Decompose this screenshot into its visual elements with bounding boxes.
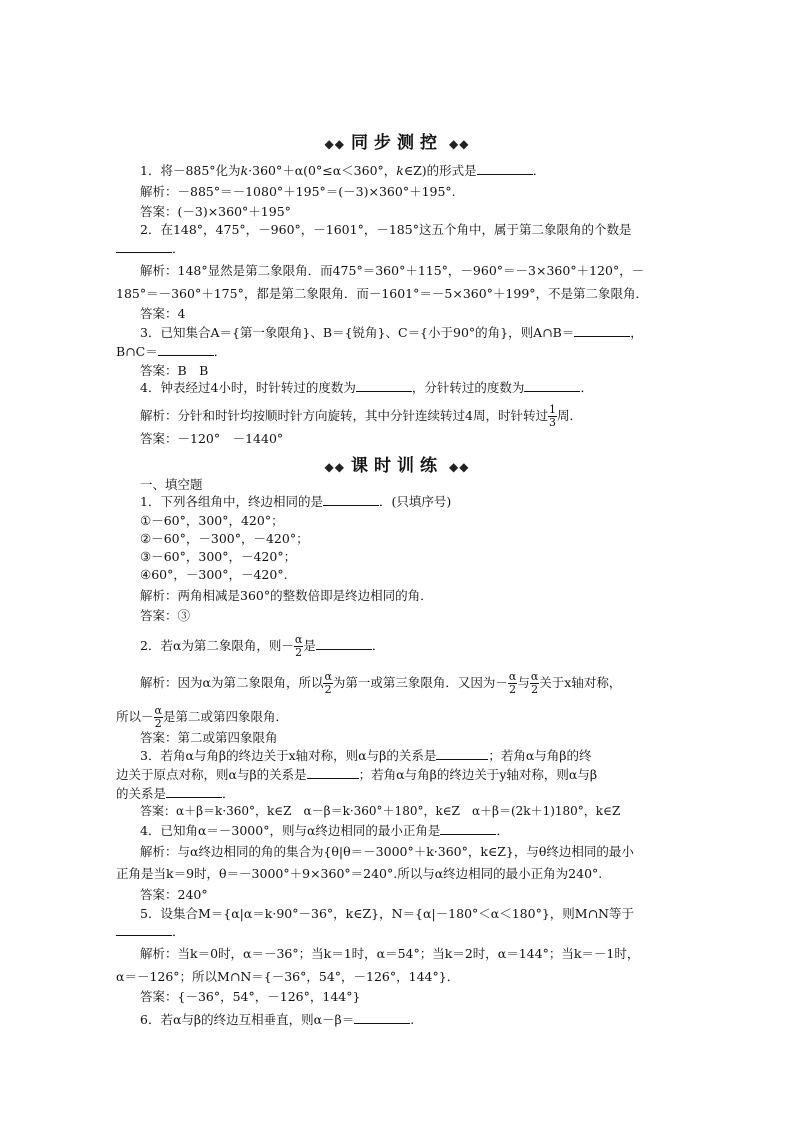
- answer-blank: [574, 324, 630, 337]
- fraction-alpha-over-2: $\frac{\alpha}{2}$: [294, 633, 303, 659]
- question-1-stem: 1．将－885°化为k·360°＋α(0°≤α＜360°，k∈Z)的形式是 ．: [140, 163, 546, 178]
- fraction-alpha-over-2: $\frac{\alpha}{2}$: [530, 670, 539, 696]
- section-header-sync: [0, 128, 794, 153]
- answer-blank: [440, 822, 496, 835]
- question-2-stem-cont: ．: [116, 240, 185, 257]
- training-3-answer: 答案：α＋β＝k·360°，k∈Z α－β＝k·360°＋180°，k∈Z α＋β＝(2k＋1)180°，k∈Z: [140, 804, 621, 818]
- part-heading: 一、填空题: [140, 477, 203, 492]
- answer-blank: [307, 766, 359, 779]
- training-1-solution: 解析：两角相减是360°的整数倍即是终边相同的角．: [140, 588, 433, 603]
- training-1-stem: 1．下列各组角中，终边相同的是 ．(只填序号): [140, 494, 452, 509]
- question-4-answer: 答案：－120° －1440°: [140, 431, 284, 446]
- question-1-answer: 答案：(－3)×360°＋195°: [140, 204, 291, 219]
- answer-blank: [354, 1011, 410, 1024]
- training-5-stem-cont: ．: [116, 923, 185, 940]
- training-3-stem: 3．若角α与角β的终边关于x轴对称，则α与β的关系是 ；若角α与角β的终: [140, 748, 592, 763]
- section-title: 课时训练: [351, 456, 443, 476]
- question-3-stem-cont: B∩C＝ ．: [116, 344, 227, 359]
- fraction-alpha-over-2: $\frac{\alpha}{2}$: [508, 670, 517, 696]
- answer-blank: [166, 785, 222, 798]
- question-2-answer: 答案：4: [140, 306, 186, 321]
- training-2-solution: 解析：因为α为第二象限角，所以 $\frac{\alpha}{2}$ 为第一或第三象限角．又因为－ $\frac{\alpha}{2}$ 与 $\frac{\alpha}{2}$ 关于x轴对称，: [140, 670, 622, 696]
- training-1-option-2: ②－60°，－300°，－420°；: [140, 531, 309, 546]
- fraction-alpha-over-2: $\frac{\alpha}{2}$: [154, 704, 162, 730]
- training-5-answer: 答案：{－36°，54°，－126°，144°}: [140, 989, 361, 1004]
- answer-blank: [524, 379, 580, 392]
- answer-blank: [323, 493, 379, 506]
- question-2-stem: 2．在148°，475°，－960°，－1601°，－185°这五个角中，属于第二象限角的个数是: [140, 222, 632, 237]
- diamond-decoration-right: ◆◆: [449, 137, 470, 151]
- answer-blank: [436, 747, 488, 760]
- training-2-answer: 答案：第二或第四象限角: [140, 730, 278, 745]
- section-title: 同步测控: [351, 133, 443, 153]
- answer-blank: [316, 637, 372, 650]
- training-1-answer: 答案：③: [140, 608, 191, 623]
- question-4-stem: 4．钟表经过4小时，时针转过的度数为 ，分针转过的度数为 ．: [140, 380, 593, 395]
- training-1-option-4: ④60°，－300°，－420°.: [140, 567, 288, 582]
- training-2-solution-cont: 所以－ $\frac{\alpha}{2}$ 是第二或第四象限角．: [116, 704, 288, 730]
- training-4-stem: 4．已知角α＝－3000°，则与α终边相同的最小正角是 ．: [140, 823, 509, 838]
- training-4-answer: 答案：240°: [140, 887, 208, 902]
- diamond-decoration-right: ◆◆: [449, 460, 470, 474]
- training-5-solution: 解析：当k＝0时，α＝－36°；当k＝1时，α＝54°；当k＝2时，α＝144°；当k＝－1时，: [140, 946, 640, 961]
- question-3-stem: 3．已知集合A＝{第一象限角}、B＝{锐角}、C＝{小于90°的角}，则A∩B＝ ，: [140, 325, 643, 340]
- section-header-training: [0, 451, 794, 476]
- training-5-solution-cont: α＝－126°；所以M∩N＝{－36°，54°，－126°，144°}．: [116, 969, 460, 984]
- training-1-option-3: ③－60°，300°，－420°；: [140, 549, 297, 564]
- training-3-stem-cont-1: 边关于原点对称，则α与β的关系是 ；若角α与角β的终边关于y轴对称，则α与β: [116, 767, 598, 782]
- training-2-stem: 2．若α为第二象限角，则－ $\frac{\alpha}{2}$ 是 ．: [140, 633, 385, 659]
- question-4-solution: 解析：分针和时针均按顺时针方向旋转，其中分针连续转过4周，时针转过 $\frac{1}{3}$ 周．: [140, 403, 582, 429]
- answer-blank: [158, 343, 214, 356]
- fraction-one-third: $\frac{1}{3}$: [548, 403, 556, 429]
- question-3-answer: 答案：B B: [140, 363, 209, 378]
- training-5-stem: 5．设集合M＝{α|α＝k·90°－36°，k∈Z}，N＝{α|－180°＜α＜180°}，则M∩N等于: [140, 906, 634, 921]
- question-2-solution: 解析：148°显然是第二象限角．而475°＝360°＋115°，－960°＝－3×360°＋120°，－: [140, 263, 645, 278]
- question-2-solution-cont: 185°＝－360°＋175°，都是第二象限角．而－1601°＝－5×360°＋199°，不是第二象限角．: [116, 286, 649, 301]
- answer-blank: [356, 379, 412, 392]
- answer-blank: [477, 162, 533, 175]
- diamond-decoration-left: ◆◆: [324, 137, 345, 151]
- answer-blank: [116, 923, 172, 936]
- training-1-option-1: ①－60°，300°，420°；: [140, 513, 284, 528]
- fraction-alpha-over-2: $\frac{\alpha}{2}$: [324, 670, 332, 696]
- diamond-decoration-left: ◆◆: [324, 460, 345, 474]
- question-1-solution: 解析：－885°＝－1080°＋195°＝(－3)×360°＋195°.: [140, 184, 456, 199]
- training-4-solution: 解析：与α终边相同的角的集合为{θ|θ＝－3000°＋k·360°，k∈Z}，与θ终边相同的最小: [140, 844, 634, 859]
- training-4-solution-cont: 正角是当k＝9时，θ＝－3000°＋9×360°＝240°.所以与α终边相同的最小正角为240°.: [116, 866, 603, 881]
- training-6-stem: 6．若α与β的终边互相垂直，则α－β＝ .: [140, 1012, 415, 1027]
- answer-blank: [116, 240, 172, 253]
- training-3-stem-cont-2: 的关系是 ．: [116, 786, 235, 801]
